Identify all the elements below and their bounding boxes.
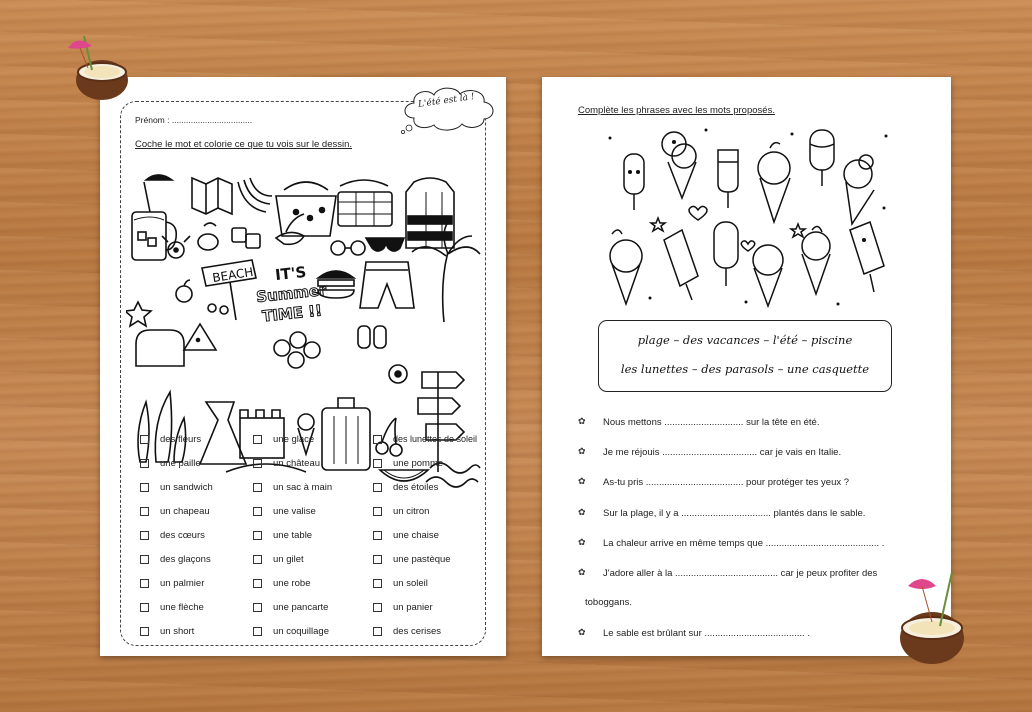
worksheet-right [542, 77, 951, 656]
popsicle-icon [718, 150, 738, 208]
checkbox[interactable] [373, 435, 382, 444]
checklist-item[interactable]: un panier [373, 602, 433, 613]
left-instruction: Coche le mot et colorie ce que tu vois sur le dessin. [135, 139, 353, 150]
summer-doodle-illustration [126, 172, 482, 498]
checkbox[interactable] [140, 579, 149, 588]
heart-icon [741, 241, 755, 251]
summer-text-3: TIME !! [261, 301, 323, 326]
right-instruction: Complète les phrases avec les mots proposés. [578, 105, 775, 116]
popsicle-icon [714, 222, 738, 286]
checklist-item[interactable]: une chaise [373, 530, 439, 541]
apple-icon [176, 280, 192, 302]
star-icon [126, 302, 151, 326]
sunglasses-icon [331, 241, 365, 255]
seaweed-icon [138, 392, 186, 462]
watermelon-icon [380, 470, 428, 481]
summer-text-1: IT'S [274, 262, 308, 285]
checklist-item[interactable]: un chapeau [140, 506, 210, 517]
word-bank-line-2: les lunettes – des parasols – une casquette [620, 362, 870, 376]
sentence-6: J'adore aller à la ....................................... car je peux profiter des [603, 568, 878, 579]
coconut-drink-icon [62, 32, 138, 104]
checklist-item[interactable]: des glaçons [140, 554, 211, 565]
checkbox[interactable] [140, 459, 149, 468]
ice-cubes-icon [232, 228, 260, 248]
life-jacket-icon [406, 178, 454, 248]
checklist-item[interactable]: un soleil [373, 578, 428, 589]
checklist-item[interactable]: une paille [140, 458, 201, 469]
checkbox[interactable] [140, 483, 149, 492]
checklist-item[interactable]: une pastèque [373, 554, 451, 565]
checklist-item[interactable]: un sac à main [253, 482, 332, 493]
checkbox[interactable] [140, 627, 149, 636]
bananas-icon [238, 178, 272, 212]
flower-bullet-icon: ✿ [578, 627, 586, 637]
flower-bullet-icon: ✿ [578, 476, 586, 486]
checklist-item[interactable]: un short [140, 626, 194, 637]
checkbox[interactable] [253, 627, 262, 636]
ice-creams-illustration [602, 122, 892, 312]
checklist-item[interactable]: des fleurs [140, 434, 201, 445]
checklist-item[interactable]: une table [253, 530, 312, 541]
flower-bullet-icon: ✿ [578, 416, 586, 426]
checkbox[interactable] [253, 435, 262, 444]
coconut-drink-icon [890, 572, 980, 672]
checklist-item[interactable]: une pomme [373, 458, 443, 469]
popsicle-icon [850, 222, 884, 292]
name-field-label: Prénom : .................................. [135, 115, 253, 125]
checkbox[interactable] [373, 531, 382, 540]
heart-icon [689, 206, 707, 220]
star-icon [651, 218, 665, 231]
popsicle-icon [358, 326, 386, 348]
signpost-icon [418, 372, 464, 472]
suitcase-icon [322, 398, 370, 470]
ice-cream-cone-icon [758, 143, 790, 222]
checkbox[interactable] [140, 507, 149, 516]
checkbox[interactable] [373, 555, 382, 564]
sentence-4: Sur la plage, il y a .................................. plantés dans le sable. [603, 508, 866, 519]
beach-sign-text: BEACH [211, 264, 255, 286]
sentence-5: La chaleur arrive en même temps que ........................................... . [603, 538, 885, 549]
bag-icon [276, 182, 336, 236]
checkbox[interactable] [373, 483, 382, 492]
checklist-item[interactable]: un château [253, 458, 320, 469]
sentence-7: Le sable est brûlant sur ...................................... . [603, 628, 810, 639]
popsicle-icon [624, 154, 644, 210]
checklist-item[interactable]: un palmier [140, 578, 204, 589]
checkbox[interactable] [253, 555, 262, 564]
sentence-3: As-tu pris ..................................... pour protéger tes yeux ? [603, 477, 850, 488]
worksheet-left [100, 77, 506, 656]
ice-cream-cone-icon [610, 230, 642, 304]
flower-small-icon [208, 304, 228, 314]
checklist-item[interactable]: des cœurs [140, 530, 205, 541]
checkbox[interactable] [253, 507, 262, 516]
checklist-item[interactable]: des lunettes de soleil [373, 434, 477, 444]
checkbox[interactable] [253, 531, 262, 540]
checkbox[interactable] [253, 459, 262, 468]
checkbox[interactable] [373, 459, 382, 468]
flower-bullet-icon: ✿ [578, 567, 586, 577]
sunglasses-2-icon [366, 238, 404, 251]
ice-cream-cone-icon [753, 245, 783, 306]
watermelon-slice-icon [184, 324, 216, 350]
checklist-item[interactable]: une flèche [140, 602, 204, 613]
checklist-item[interactable]: une pancarte [253, 602, 328, 613]
ice-cream-cone-icon [662, 132, 696, 198]
word-bank-line-1: plage – des vacances – l'été – piscine [637, 333, 853, 347]
checkbox[interactable] [253, 579, 262, 588]
checklist-item[interactable]: un citron [373, 506, 429, 517]
flower-bullet-icon: ✿ [578, 446, 586, 456]
toast-icon [136, 330, 184, 366]
popsicle-icon [810, 130, 834, 186]
checkbox[interactable] [253, 603, 262, 612]
checkbox[interactable] [373, 627, 382, 636]
ice-cream-cone-icon [802, 226, 830, 294]
checkbox[interactable] [140, 531, 149, 540]
checkbox[interactable] [373, 507, 382, 516]
checkbox[interactable] [140, 555, 149, 564]
shorts-icon [360, 262, 414, 308]
map-icon [192, 178, 232, 214]
checklist-item[interactable]: un sandwich [140, 482, 213, 493]
checkbox[interactable] [373, 579, 382, 588]
sentence-1: Nous mettons .............................. sur la tête en été. [603, 417, 820, 428]
checkbox[interactable] [140, 603, 149, 612]
checklist-item[interactable]: une valise [253, 506, 316, 517]
picnic-basket-icon [338, 180, 392, 226]
popsicle-icon [664, 230, 698, 300]
checklist-item[interactable]: des étoiles [373, 482, 438, 493]
flower-bullet-icon: ✿ [578, 507, 586, 517]
flower-bullet-icon: ✿ [578, 537, 586, 547]
checkbox[interactable] [140, 435, 149, 444]
cloud-text: L'été est là ! [417, 92, 476, 110]
sentence-2: Je me réjouis .................................... car je vais en Italie. [603, 447, 842, 458]
word-bank-box [598, 320, 892, 392]
sentence-6-continued: toboggans. [585, 597, 633, 608]
ice-cream-cone-icon [844, 155, 874, 224]
dress-icon [200, 402, 246, 464]
checkbox[interactable] [373, 603, 382, 612]
checklist-item[interactable]: une glace [253, 434, 314, 445]
flowers-bunch-icon [274, 332, 320, 368]
checklist-item[interactable]: un gilet [253, 554, 304, 565]
checkbox[interactable] [253, 483, 262, 492]
drink-jar-icon [132, 182, 176, 260]
checklist-item[interactable]: des cerises [373, 626, 441, 637]
checklist-item[interactable]: un coquillage [253, 626, 329, 637]
star-icon [791, 224, 805, 237]
summer-text-2: Summer [255, 280, 328, 307]
speech-cloud-icon [400, 84, 496, 134]
hibiscus-icon [389, 365, 407, 383]
checklist-item[interactable]: une robe [253, 578, 311, 589]
lemon-icon [198, 223, 218, 250]
